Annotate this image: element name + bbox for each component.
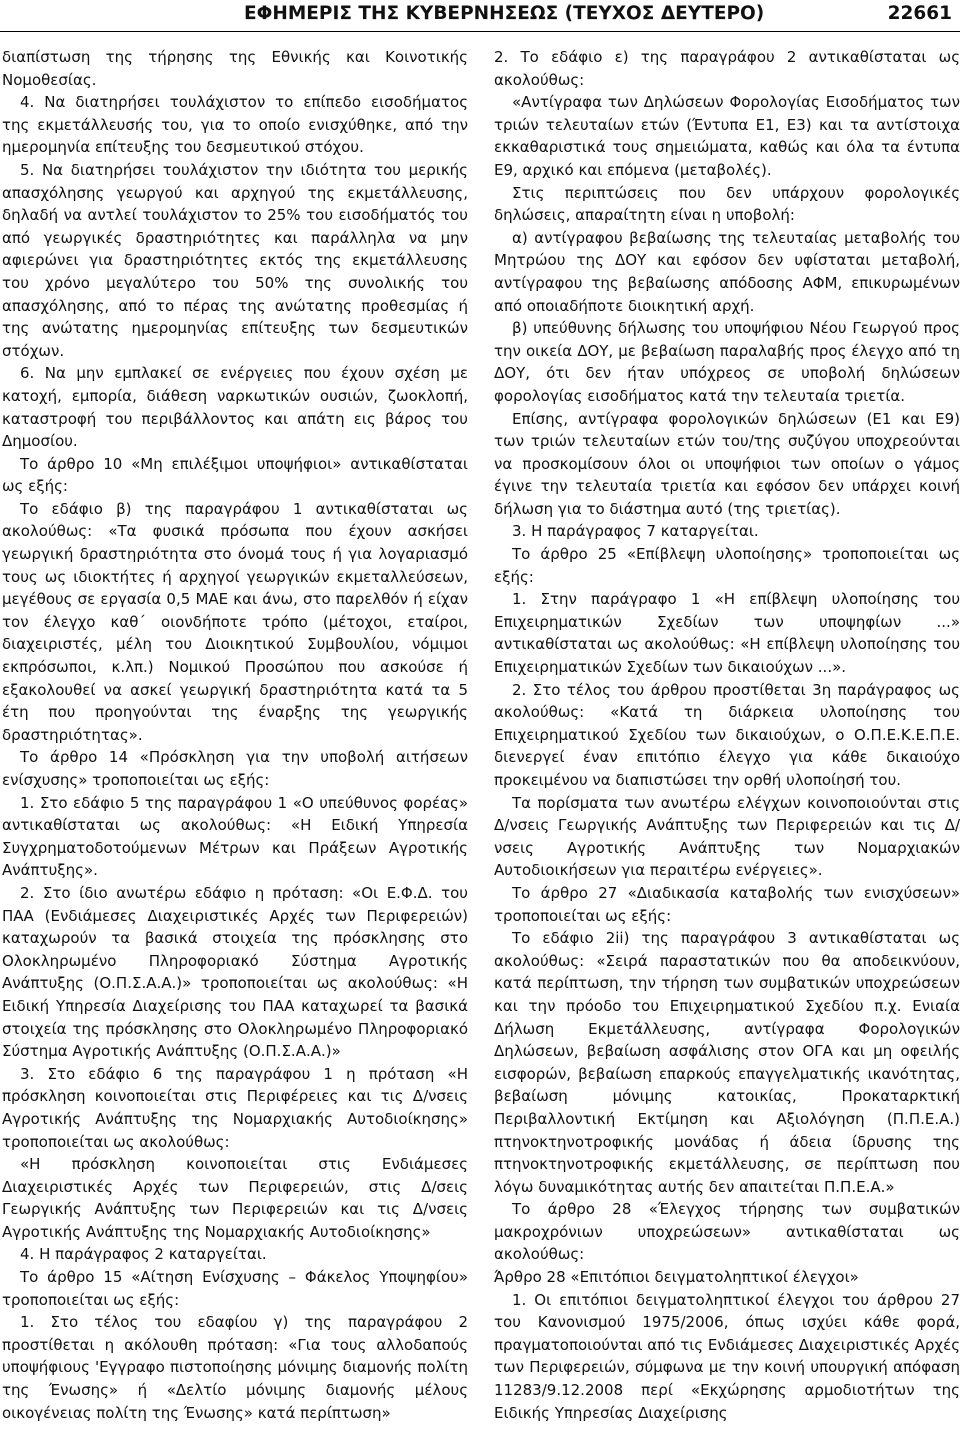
- paragraph: 1. Στο εδάφιο 5 της παραγράφου 1 «Ο υπεύθυνος φορέας» αντικαθίσταται ως ακολούθως: «Η Ειδική Υπηρεσία Συγχρηματοδοτούμενων Μέτρων και Πράξεων Αγροτικής Ανάπτυξης».: [2, 793, 468, 880]
- page-header: [0, 0, 960, 32]
- paragraph: Το εδάφιο 2ii) της παραγράφου 3 αντικαθίσταται ως ακολούθως: «Σειρά παραστατικών που θα αποδεικνύουν, κατά περίπτωση, την τήρηση των συμβατικών υποχρεώσεων και την πρόοδο του Επιχειρηματικού Σχεδίου π.χ. Ενιαία Δήλωση Εκμετάλλευσης, αντίγραφα Φορολογικών Δηλώσεων, βεβαίωση ασφάλισης στον ΟΓΑ και μη οφειλής εισφορών, βεβαίωση επαρκούς επαγγελματικής ικανότητας, βεβαίωση μόνιμης κατοικίας, Προκαταρκτική Περιβαλλοντική Εκτίμηση και Αξιολόγηση (Π.Π.Ε.Α.) πτηνοκτηνοτροφικής μονάδας ή άδεια ίδρυσης της πτηνοκτηνοτροφικής εκμετάλλευσης, σε περίπτωση που λόγω δυναμικότητας αυτής δεν απαιτείται Π.Π.Ε.Α.»: [494, 929, 960, 1196]
- paragraph: 5. Να διατηρήσει τουλάχιστον την ιδιότητα του μερικής απασχόλησης γεωργού και αρχηγού της εκμετάλλευσης, δηλαδή να αντλεί τουλάχιστον το 25% του εισοδήματός του από γεωργικές δραστηριότητες και παράλληλα να μην αφιερώνει για δραστηριότητες εκτός της εκμετάλλευσης του χρόνο μεγαλύτερο του 50% της συνολικής του απασχόλησης, από το πέρας της ανώτατης προθεσμίας ή της ανώτατης ημερομηνίας επίτευξης των δεσμευτικών στόχων.: [2, 160, 468, 360]
- paragraph: 2. Στο τέλος του άρθρου προστίθεται 3η παράγραφος ως ακολούθως: «Κατά τη διάρκεια υλοποίησης του Επιχειρηματικού Σχεδίου των δικαιούχων, ο Ο.Π.Ε.Κ.Ε.Π.Ε. διενεργεί έναν επιτόπιο έλεγχο για κάθε δικαιούχο προκειμένου να διαπιστώσει την ορθή υλοποίησή του.: [494, 680, 960, 789]
- paragraph: 1. Στην παράγραφο 1 «Η επίβλεψη υλοποίησης του Επιχειρηματικών Σχεδίων των υποψηφίων ...» αντικαθίσταται ως ακολούθως: «Η επίβλεψη υλοποίησης του Επιχειρηματικών Σχεδίων των δικαιούχων ...».: [494, 590, 960, 677]
- header-rule: [0, 31, 960, 32]
- paragraph: Στις περιπτώσεις που δεν υπάρχουν φορολογικές δηλώσεις, απαραίτητη είναι η υποβολή:: [494, 183, 960, 225]
- paragraph: 3. Στο εδάφιο 6 της παραγράφου 1 η πρόταση «Η πρόσκληση κοινοποιείται στις Περιφέρειες και τις Δ/νσεις Αγροτικής Ανάπτυξης της Νομαρχιακής Αυτοδιοίκησης» τροποποιείται ως ακολούθως:: [2, 1064, 468, 1151]
- paragraph: Το άρθρο 28 «Έλεγχος τήρησης των συμβατικών μακροχρόνιων υποχρεώσεων» αντικαθίσταται ως ακολούθως:: [494, 1200, 960, 1264]
- paragraph: διαπίστωση της τήρησης της Εθνικής και Κοινοτικής Νομοθεσίας.: [2, 48, 468, 89]
- right-column: [494, 46, 960, 1424]
- paragraph: Το εδάφιο β) της παραγράφου 1 αντικαθίσταται ως ακολούθως: «Τα φυσικά πρόσωπα που έχουν ασκήσει γεωργική δραστηριότητα στο όνομά τους ή για λογαριασμό τους ως ιδιοκτήτες ή αρχηγοί γεωργικών εκμεταλλεύσεων, μεγέθους σε εργασία 0,5 ΜΑΕ και άνω, στο παρελθόν ή είχαν τον έλεγχο καθ΄ οιονδήποτε τρόπο (μέτοχοι, εταίροι, διαχειριστές, μέλη του Διοικητικού Συμβουλίου, νόμιμοι εκπρόσωποι, κ.λπ.) Νομικού Προσώπου που ασκούσε ή εξακολουθεί να ασκεί γεωργική δραστηριότητα κατά τα 5 έτη που προηγούνται της έναρξης της γεωργικής δραστηριότητας».: [2, 499, 468, 744]
- paragraph: «Αντίγραφα των Δηλώσεων Φορολογίας Εισοδήματος των τριών τελευταίων ετών (Έντυπα Ε1, Ε3) και τα αντίστοιχα εκκαθαριστικά τους σημειώματα, καθώς και όλα τα έντυπα Ε9, αρχικό και επόμενα (μεταβολές).: [494, 93, 960, 179]
- paragraph: 3. Η παράγραφος 7 καταργείται.: [512, 522, 759, 541]
- paragraph: Επίσης, αντίγραφα φορολογικών δηλώσεων (Ε1 και Ε9) των τριών τελευταίων ετών του/της συζύγου υποχρεούνται να προσκομίσουν όλοι οι υποψήφιοι των οποίων ο γάμος έγινε την τελευταία τριετία και εφόσον δεν υπάρχει κοινή δήλωση για το διάστημα αυτό (της τριετίας).: [494, 409, 960, 518]
- page-number: 22661: [887, 3, 952, 24]
- paragraph: Το άρθρο 25 «Επίβλεψη υλοποίησης» τροποποιείται ως εξής:: [494, 545, 960, 586]
- paragraph: Το άρθρο 10 «Μη επιλέξιμοι υποψήφιοι» αντικαθίσταται ως εξής:: [2, 454, 468, 496]
- paragraph: «Η πρόσκληση κοινοποιείται στις Ενδιάμεσες Διαχειριστικές Αρχές των Περιφερειών, στις Δ/σεις Γεωργικής Ανάπτυξης των Περιφερειών και τις Δ/νσεις Αγροτικής Ανάπτυξης της Νομαρχιακής Αυτοδιοίκησης»: [2, 1155, 468, 1241]
- paragraph: 1. Στο τέλος του εδαφίου γ) της παραγράφου 2 προστίθεται η ακόλουθη πρόταση: «Για τους αλλοδαπούς υποψήφιους 'Εγγραφο πιστοποίησης μόνιμης διαμονής πολίτη της Ένωσης» ή «Δελτίο μόνιμης διαμονής μέλους οικογένειας πολίτη της Ένωσης» κατά περίπτωση»: [2, 1313, 468, 1422]
- paragraph: 4. Να διατηρήσει τουλάχιστον το επίπεδο εισοδήματος της εκμετάλλευσής του, για το οποίο ενισχύθηκε, από την ημερομηνία επίτευξης του δεσμευτικού στόχου.: [2, 93, 468, 157]
- paragraph: β) υπεύθυνης δήλωσης του υποψήφιου Νέου Γεωργού προς την οικεία ΔΟΥ, με βεβαίωση παραλαβής προς έλεγχο από τη ΔΟΥ, ότι δεν ήταν υπόχρεος σε υποβολή δηλώσεων φορολογίας εισοδήματος κατά την τελευταία τριετία.: [494, 319, 960, 405]
- paragraph: 6. Να μην εμπλακεί σε ενέργειες που έχουν σχέση με κατοχή, εμπορία, διάθεση ναρκωτικών ουσιών, ζωοκλοπή, καταστροφή του περιβάλλοντος και απάτη εις βάρος του Δημοσίου.: [2, 364, 468, 451]
- paragraph: 1. Οι επιτόπιοι δειγματοληπτικοί έλεγχοι του άρθρου 27 του Κανονισμού 1975/2006, όπως ισχύει κάθε φορά, πραγματοποιούνται από τις Ενδιάμεσες Διαχειριστικές Αρχές των Περιφερειών, σύμφωνα με την κοινή υπουργική απόφαση 11283/9.12.2008 περί «Εκχώρησης αρμοδιοτήτων της Ειδικής Υπηρεσίας Διαχείρισης: [494, 1290, 960, 1422]
- paragraph: 2. Το εδάφιο ε) της παραγράφου 2 αντικαθίσταται ως ακολούθως:: [494, 48, 960, 89]
- paragraph: α) αντίγραφου βεβαίωσης της τελευταίας μεταβολής του Μητρώου της ΔΟΥ και εφόσον δεν υφίσταται μεταβολή, αντίγραφου της βεβαίωσης απόδοσης ΑΦΜ, επικυρωμένων από οποιαδήποτε διοικητική αρχή.: [494, 228, 960, 315]
- paragraph: Το άρθρο 27 «Διαδικασία καταβολής των ενισχύσεων» τροποποιείται ως εξής:: [494, 883, 960, 925]
- paragraph: 2. Στο ίδιο ανωτέρω εδάφιο η πρόταση: «Οι Ε.Φ.Δ. του ΠΑΑ (Ενδιάμεσες Διαχειριστικές Αρχές των Περιφερειών) καταχωρούν τα βασικά στοιχεία της πρόσκλησης στο Ολοκληρωμένο Πληροφοριακό Σύστημα Αγροτικής Ανάπτυξης (Ο.Π.Σ.Α.Α.)» τροποποιείται ως ακολούθως: «Η Ειδική Υπηρεσία Διαχείρισης του ΠΑΑ καταχωρεί τα βασικά στοιχεία της πρόσκλησης στο Ολοκληρωμένο Πληροφοριακό Σύστημα Αγροτικής Ανάπτυξης (Ο.Π.Σ.Α.Α.)»: [2, 883, 468, 1061]
- paragraph: Το άρθρο 15 «Αίτηση Ενίσχυσης – Φάκελος Υποψηφίου» τροποποιείται ως εξής:: [2, 1268, 468, 1309]
- gazette-title: ΕΦΗΜΕΡΙΣ ΤΗΣ ΚΥΒΕΡΝΗΣΕΩΣ (ΤΕΥΧΟΣ ΔΕΥΤΕΡΟ): [244, 3, 765, 24]
- paragraph: Τα πορίσματα των ανωτέρω ελέγχων κοινοποιούνται στις Δ/νσεις Γεωργικής Ανάπτυξης των Περιφερειών και τις Δ/νσεις Αγροτικής Ανάπτυξης των Νομαρχιακών Αυτοδιοικήσεων για περαιτέρω ενέργειες».: [494, 793, 960, 880]
- paragraph: Το άρθρο 14 «Πρόσκληση για την υποβολή αιτήσεων ενίσχυσης» τροποποιείται ως εξής:: [2, 748, 468, 789]
- paragraph: 4. Η παράγραφος 2 καταργείται.: [20, 1245, 267, 1264]
- left-column: [2, 46, 468, 1424]
- article-heading: Άρθρο 28 «Επιτόπιοι δειγματοληπτικοί έλεγχοι»: [494, 1268, 859, 1287]
